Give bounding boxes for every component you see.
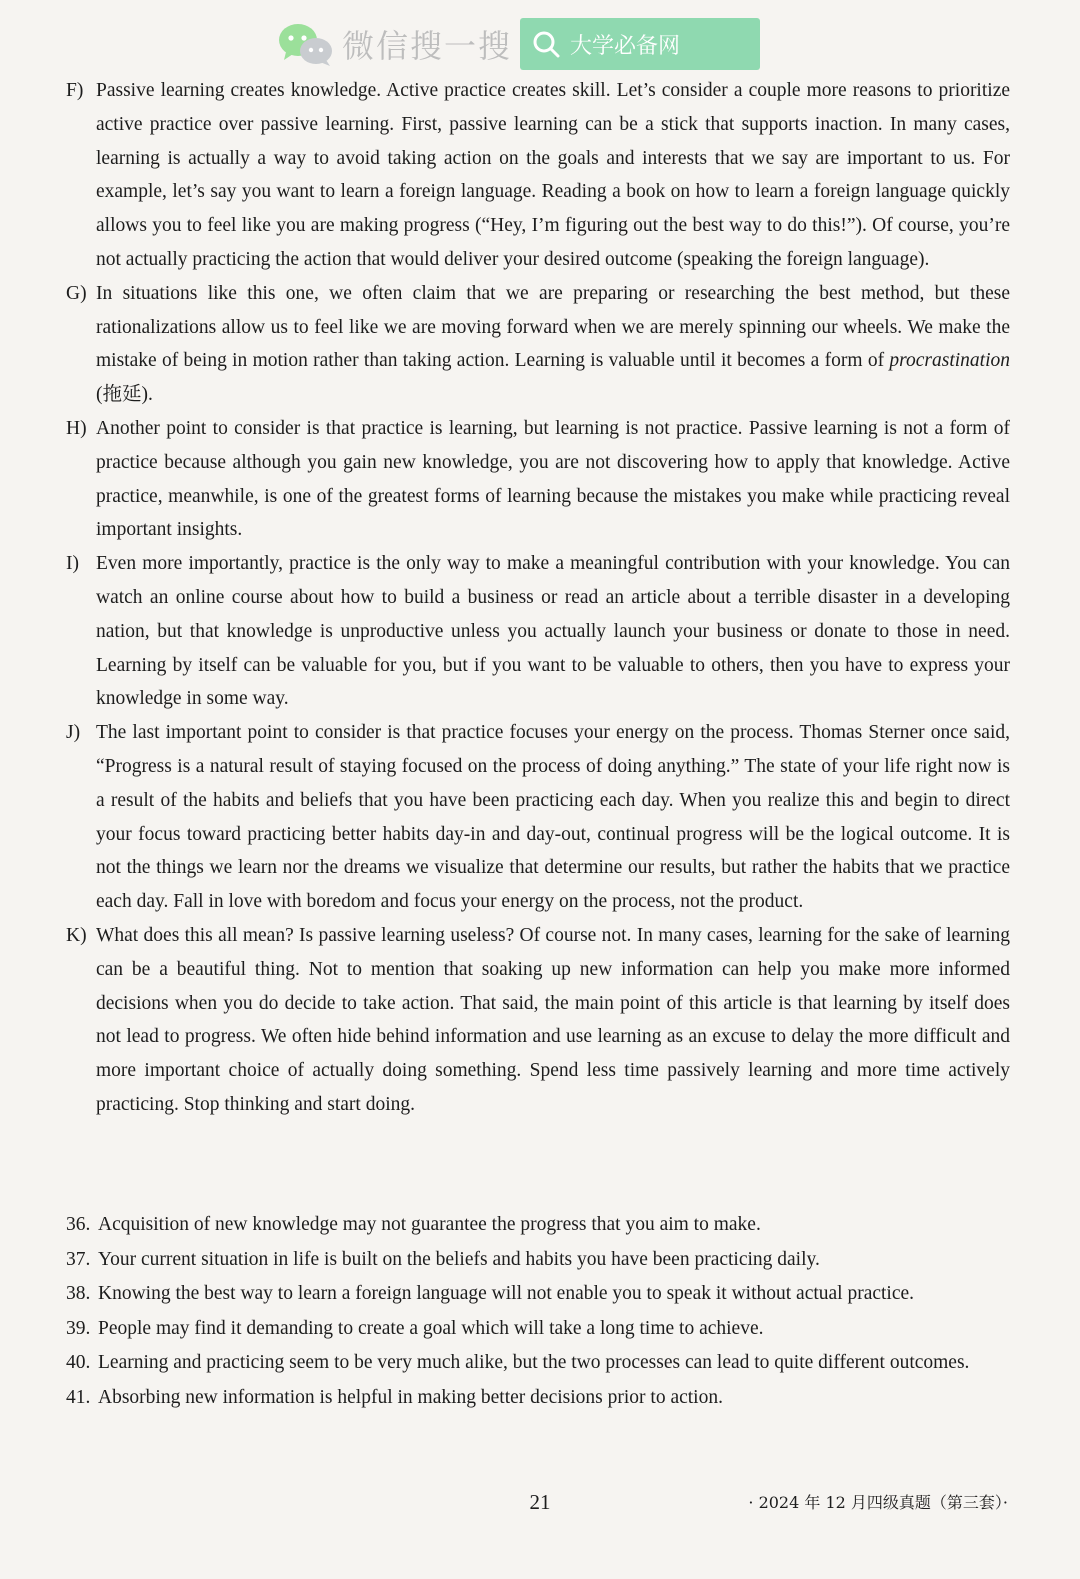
paragraph-text: In situations like this one, we often claim that we are preparing or researching the best method, but these rationalizations allow us to feel like we are moving forward when we are merely spinning our wheels. We make the mistake of being in motion rather than taking action. Learning is valuable until it becomes a form of	[96, 282, 1010, 372]
question-item	[66, 1312, 1010, 1347]
watermark-text: 微信搜一搜	[342, 27, 513, 65]
question-number: 37.	[66, 1248, 91, 1270]
paragraph	[66, 412, 1010, 547]
wechat-icon	[276, 20, 336, 68]
question-item	[66, 1208, 1010, 1243]
paragraph-text: What does this all mean? Is passive learning useless? Of course not. In many cases, learning for the sake of learning can be a beautiful thing. Not to mention that soaking up new information can help you make more informed decisions when you do decide to take action. That said, the main point of this article is that learning by itself does not lead to progress. We often hide behind information and use learning as an excuse to delay the more difficult and more important choice of actually doing something. Spend less time passively learning and more time actively practicing. Stop thinking and start doing.	[96, 924, 1010, 1115]
paragraph	[66, 277, 1010, 412]
question-item	[66, 1277, 1010, 1312]
question-number: 38.	[66, 1283, 91, 1304]
question-text: People may find it demanding to create a goal which will take a long time to achieve.	[98, 1317, 764, 1339]
watermark-search-label: 大学必备网	[570, 33, 681, 59]
paragraph-label: H)	[66, 417, 87, 439]
question-item	[66, 1243, 1010, 1278]
watermark-search-box	[520, 18, 760, 70]
question-text: Acquisition of new knowledge may not guarantee the progress that you aim to make.	[98, 1214, 761, 1235]
paragraph-text: Passive learning creates knowledge. Active practice creates skill. Let’s consider a couple more reasons to prioritize active practice over passive learning. First, passive learning can be a stick that supports inaction. In many cases, learning is actually a way to avoid taking action on the goals and interests that we say are important to us. For example, let’s say you want to learn a foreign language. Reading a book on how to learn a foreign language quickly allows you to feel like you are making progress (“Hey, I’m figuring out the best way to do this!”). Of course, you’re not actually practicing the action that would deliver your desired outcome (speaking the foreign language).	[96, 80, 1010, 270]
question-text: Absorbing new information is helpful in making better decisions prior to action.	[98, 1386, 723, 1408]
question-text: Knowing the best way to learn a foreign language will not enable you to speak it without actual practice.	[98, 1283, 915, 1304]
passage	[66, 74, 1010, 1122]
paragraph	[66, 74, 1010, 277]
paragraph-label: K)	[66, 924, 87, 946]
paragraph-body	[96, 277, 1010, 412]
question-number: 41.	[66, 1386, 91, 1408]
question-text: Learning and practicing seem to be very much alike, but the two processes can lead to quite different outcomes.	[98, 1352, 970, 1373]
paragraph-text: The last important point to consider is that practice focuses your energy on the process. Thomas Sterner once said, “Progress is a natural result of staying focused on the process of doing anything.” The state of your life right now is a result of the habits and beliefs that you have been practicing each day. When you realize this and begin to direct your focus toward practicing better habits day-in and day-out, continual progress will be the logical outcome. It is not the things we learn nor the dreams we visualize that determine our results, but rather the habits that we practice each day. Fall in love with boredom and focus your energy on the process, not the product.	[96, 722, 1010, 913]
question-list	[66, 1208, 1010, 1415]
paragraph	[66, 716, 1010, 919]
paragraph-label: J)	[66, 722, 81, 744]
paragraph-tail: (拖延).	[96, 384, 153, 406]
question-text: Your current situation in life is built on the beliefs and habits you have been practicing daily.	[98, 1248, 820, 1270]
paragraph-text: Another point to consider is that practice is learning, but learning is not practice. Passive learning is not a form of practice because although you gain new knowledge, you are not discovering how to apply that knowledge. Active practice, meanwhile, is one of the greatest forms of learning because the mistakes you make while practicing reveal important insights.	[96, 417, 1010, 541]
question-item	[66, 1346, 1010, 1381]
question-number: 40.	[66, 1352, 91, 1373]
italic-term: procrastination	[889, 350, 1011, 372]
watermark	[276, 16, 760, 72]
question-number: 36.	[66, 1214, 91, 1235]
question-number: 39.	[66, 1317, 91, 1339]
paragraph-text: Even more importantly, practice is the only way to make a meaningful contribution with your knowledge. You can watch an online course about how to build a business or read an article about a terrible disaster in a developing nation, but that knowledge is unproductive unless you actually launch your business or donate to those in need. Learning by itself can be valuable for you, but if you want to be valuable to others, then you have to express your knowledge in some way.	[96, 553, 1010, 710]
paragraph-label: G)	[66, 282, 87, 304]
exam-source: · 2024 年 12 月四级真题（第三套）·	[748, 1493, 1008, 1512]
search-icon	[532, 30, 560, 58]
paragraph-label: F)	[66, 80, 84, 101]
paragraph	[66, 547, 1010, 716]
paragraph-label: I)	[66, 553, 79, 575]
question-item	[66, 1381, 1010, 1416]
paragraph	[66, 919, 1010, 1122]
page-number: 21	[529, 1490, 551, 1514]
